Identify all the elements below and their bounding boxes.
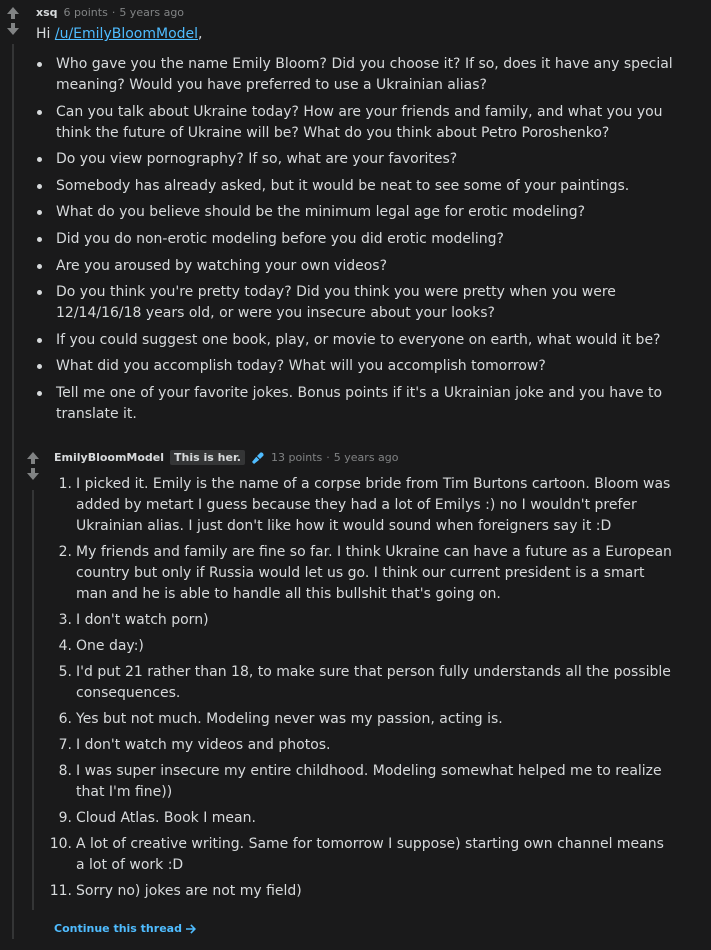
meta-separator: ·: [326, 451, 330, 464]
list-number: 9.: [58, 810, 72, 826]
list-item: Do you view pornography? If so, what are your favorites?: [34, 149, 696, 170]
thread-line-1[interactable]: [12, 44, 14, 939]
list-item: [54, 808, 674, 829]
list-number: 2.: [58, 544, 72, 560]
comment-body-1: [36, 24, 696, 431]
comment-meta-2: [54, 450, 399, 465]
list-item: If you could suggest one book, play, or movie to everyone on earth, what would it be?: [34, 330, 696, 351]
list-item: [54, 474, 674, 537]
list-item: Somebody has already asked, but it would be neat to see some of your paintings.: [34, 176, 696, 197]
list-item: [54, 542, 674, 605]
question-list: [34, 54, 696, 425]
comment-body-2: [49, 474, 674, 907]
list-item: [54, 610, 674, 631]
answer-text: I don't watch my videos and photos.: [76, 737, 331, 753]
list-item: [49, 834, 674, 876]
list-item: [54, 761, 674, 803]
downvote-icon[interactable]: [3, 21, 23, 37]
comment-meta-1: [36, 6, 184, 19]
answer-text: I don't watch porn): [76, 612, 209, 628]
comment-time[interactable]: 5 years ago: [119, 6, 185, 19]
list-item: [54, 709, 674, 730]
answer-text: Yes but not much. Modeling never was my passion, acting is.: [76, 711, 503, 727]
answer-text: I'd put 21 rather than 18, to make sure that person fully understands all the possible consequences.: [76, 664, 671, 701]
list-item: Who gave you the name Emily Bloom? Did you choose it? If so, does it have any special meaning? Would you have preferred to use a Ukrainian alias?: [34, 54, 696, 96]
answer-text: I was super insecure my entire childhood. Modeling somewhat helped me to realize that I'm fine)): [76, 763, 662, 800]
greeting-prefix: Hi: [36, 26, 55, 42]
list-item: [54, 636, 674, 657]
answer-text: Cloud Atlas. Book I mean.: [76, 810, 256, 826]
vote-column-2: [22, 450, 44, 482]
comment-time[interactable]: 5 years ago: [333, 451, 399, 464]
comment-points: 6 points: [63, 6, 108, 19]
upvote-icon[interactable]: [23, 450, 43, 466]
upvote-icon[interactable]: [3, 5, 23, 21]
greeting-suffix: ,: [198, 26, 203, 42]
list-item: Can you talk about Ukraine today? How are your friends and family, and what you you think the future of Ukraine will be? What do you think about Petro Poroshenko?: [34, 102, 696, 144]
continue-thread-label[interactable]: Continue this thread: [54, 922, 182, 935]
list-item: What do you believe should be the minimum legal age for erotic modeling?: [34, 202, 696, 223]
list-number: 8.: [58, 763, 72, 779]
microphone-icon: [251, 451, 265, 465]
list-number: 1.: [58, 476, 72, 492]
greeting: [36, 24, 696, 45]
answer-list: [49, 474, 674, 902]
user-link[interactable]: /u/EmilyBloomModel: [54, 26, 199, 42]
vote-column-1: [2, 5, 24, 37]
list-number: 6.: [58, 711, 72, 727]
list-number: 10.: [49, 836, 72, 852]
user-flair: This is her.: [170, 450, 245, 465]
comment-author[interactable]: xsq: [36, 6, 58, 19]
list-item: [54, 735, 674, 756]
answer-text: One day:): [76, 638, 144, 654]
list-number: 7.: [58, 737, 72, 753]
thread-line-2[interactable]: [32, 490, 34, 910]
comment-points: 13 points: [271, 451, 323, 464]
answer-text: Sorry no) jokes are not my field): [76, 883, 302, 899]
list-number: 4.: [58, 638, 72, 654]
list-item: [54, 662, 674, 704]
list-number: 11.: [49, 883, 72, 899]
list-item: Do you think you're pretty today? Did you think you were pretty when you were 12/14/16/18 years old, or were you insecure about your looks?: [34, 282, 696, 324]
list-item: [49, 881, 674, 902]
list-item: Tell me one of your favorite jokes. Bonus points if it's a Ukrainian joke and you have to translate it.: [34, 383, 696, 425]
downvote-icon[interactable]: [23, 466, 43, 482]
list-item: Did you do non-erotic modeling before you did erotic modeling?: [34, 229, 696, 250]
list-item: What did you accomplish today? What will you accomplish tomorrow?: [34, 356, 696, 377]
continue-thread-link[interactable]: [54, 922, 197, 935]
answer-text: I picked it. Emily is the name of a corpse bride from Tim Burtons cartoon. Bloom was added by metart I guess because they had a lot of Emilys :) no I wouldn't prefer Ukrainian alias. I just don't like how it would sound when foreigners say it :D: [76, 476, 671, 534]
comment-author[interactable]: EmilyBloomModel: [54, 451, 165, 464]
arrow-right-icon: [182, 923, 197, 935]
list-item: Are you aroused by watching your own videos?: [34, 256, 696, 277]
list-number: 5.: [58, 664, 72, 680]
answer-text: My friends and family are fine so far. I think Ukraine can have a future as a European country but only if Russia would let us go. I think our current president is a smart man and he is able to handle all this bullshit that's going on.: [76, 544, 672, 602]
meta-separator: ·: [111, 6, 116, 19]
list-number: 3.: [58, 612, 72, 628]
answer-text: A lot of creative writing. Same for tomorrow I suppose) starting own channel means a lot of work :D: [76, 836, 664, 873]
